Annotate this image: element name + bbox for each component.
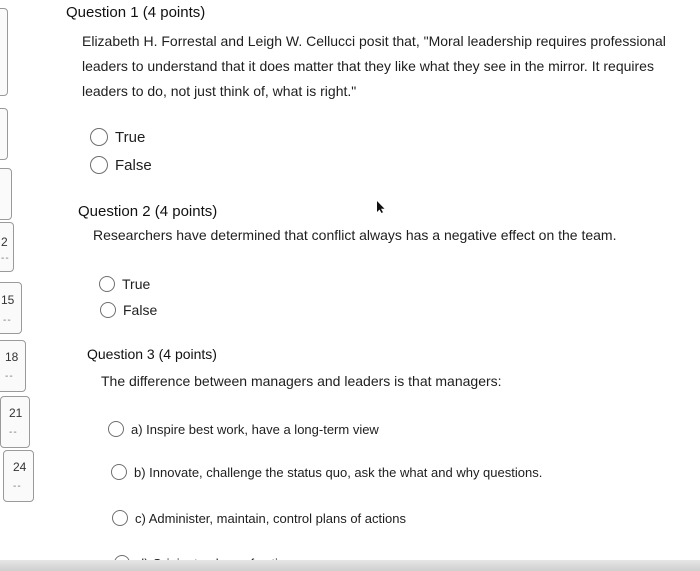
option-true[interactable] [99, 276, 150, 292]
question-title [78, 203, 217, 220]
nav-item[interactable] [0, 168, 12, 220]
nav-item-number: 18 [5, 350, 19, 364]
question-stem-line: Elizabeth H. Forrestal and Leigh W. Cellucci posit that, "Moral leadership requires professional [82, 33, 666, 49]
question-title [87, 346, 217, 362]
option-a[interactable] [108, 421, 379, 437]
nav-item[interactable] [0, 340, 26, 392]
nav-item-status: -- [5, 371, 14, 382]
option-label: a) Inspire best work, have a long-term view [131, 421, 379, 437]
question-number: Question 3 [87, 346, 155, 362]
option-label: False [115, 156, 152, 174]
option-true[interactable] [90, 128, 145, 146]
radio-button[interactable] [100, 302, 116, 318]
question-number: Question 2 [78, 203, 151, 220]
mouse-cursor-icon [374, 200, 386, 214]
option-label: True [115, 128, 146, 146]
radio-button[interactable] [108, 421, 124, 437]
nav-item[interactable] [0, 396, 30, 448]
question-stem [93, 223, 616, 248]
radio-button[interactable] [99, 276, 115, 292]
nav-item[interactable] [0, 282, 22, 334]
option-label: c) Administer, maintain, control plans of actions [135, 510, 406, 526]
question-stem [82, 29, 666, 104]
question-stem-line: Researchers have determined that conflict always has a negative effect on the team. [93, 227, 617, 243]
nav-item-number: 24 [13, 460, 27, 474]
option-false[interactable] [90, 156, 152, 174]
question-stem-line: leaders to understand that it does matter that they like what they see in the mirror. It requires [82, 58, 654, 74]
nav-item[interactable] [3, 450, 34, 502]
question-title [66, 4, 205, 21]
question-points: (4 points) [158, 346, 217, 362]
screen-bezel [0, 560, 700, 571]
nav-item[interactable] [0, 108, 8, 160]
option-label: False [123, 302, 158, 318]
nav-item-number: 2 [1, 235, 8, 249]
question-number: Question 1 [66, 4, 139, 21]
radio-button[interactable] [112, 510, 128, 526]
question-stem-line: The difference between managers and leaders is that managers: [101, 373, 502, 389]
question-points: (4 points) [154, 203, 218, 220]
nav-item[interactable] [0, 8, 8, 96]
nav-item-number: 21 [9, 406, 23, 420]
nav-item-status: -- [13, 481, 22, 492]
radio-button[interactable] [90, 128, 108, 146]
option-false[interactable] [100, 302, 157, 318]
option-b[interactable] [111, 464, 542, 480]
nav-item-status: -- [1, 253, 10, 264]
nav-item-status: -- [9, 427, 18, 438]
question-stem [101, 369, 502, 394]
question-points: (4 points) [142, 4, 206, 21]
option-c[interactable] [112, 510, 406, 526]
question-stem-line: leaders to do, not just think of, what is right." [82, 83, 357, 99]
radio-button[interactable] [90, 156, 108, 174]
nav-item[interactable] [0, 222, 14, 272]
option-label: b) Innovate, challenge the status quo, ask the what and why questions. [134, 464, 543, 480]
nav-item-status: -- [3, 315, 12, 326]
radio-button[interactable] [111, 464, 127, 480]
option-label: True [122, 276, 151, 292]
nav-item-number: 15 [1, 293, 15, 307]
